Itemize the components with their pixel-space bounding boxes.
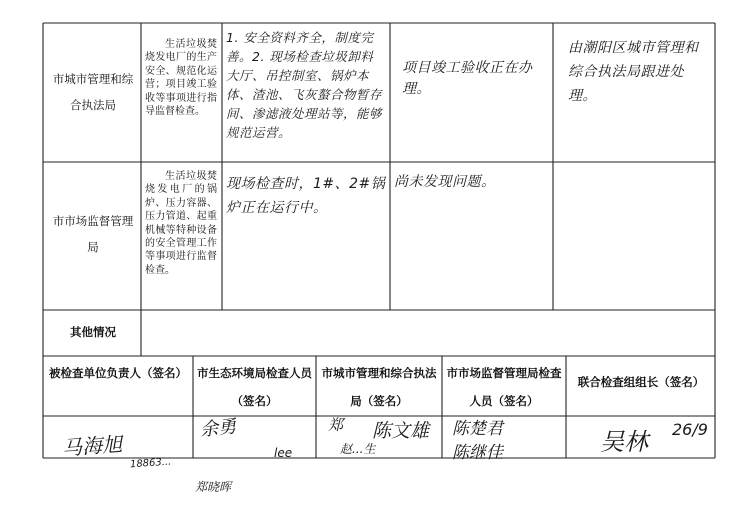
- signature-city-mgmt-2: 陈文雄: [372, 420, 430, 442]
- signature-team-leader-name: 吴林: [600, 428, 648, 456]
- signature-inspected-unit-3: 郑晓晖: [195, 480, 232, 494]
- row2-issues: 尚未发现问题。: [394, 174, 496, 190]
- sig-header-eco-env: 市生态环境局检查人员（签名）: [197, 366, 312, 408]
- sig-header-market-reg: 市市场监督管理局检查人员（签名）: [446, 366, 562, 408]
- signature-team-leader-date: 26/9: [672, 420, 708, 439]
- sig-header-inspected-unit: 被检查单位负责人（签名）: [49, 366, 187, 380]
- sig-header-city-mgmt: 市城市管理和综合执法局（签名）: [321, 366, 437, 408]
- row1-findings: 1. 安全资料齐全，制度完善。2. 现场检查垃圾卸料大厅、吊控制室、锅炉本体、渣池、飞灰螯合物暂存间、渗滤液处理站等，能够规范运营。: [226, 30, 383, 140]
- signature-eco-env-2: lee: [274, 446, 293, 460]
- row1-organization: 市城市管理和综合执法局: [52, 72, 134, 112]
- signature-eco-env-1: 余勇: [199, 416, 238, 441]
- sig-header-team-leader: 联合检查组组长（签名）: [577, 375, 705, 389]
- other-label: 其他情况: [70, 325, 116, 339]
- row2-scope: 生活垃圾焚烧发电厂的锅炉、压力容器、压力管道、起重机械等特种设备的安全管理工作等事项进行监督检查。: [145, 171, 217, 276]
- signature-inspected-unit-2: 18863...: [129, 456, 172, 471]
- signature-city-mgmt-3: 赵...生: [340, 442, 376, 456]
- signature-inspected-unit-1: 马海旭: [61, 431, 123, 461]
- row2-organization: 市市场监督管理局: [52, 214, 134, 254]
- row1-issues: 项目竣工验收正在办理。: [402, 60, 533, 97]
- signature-market-reg-1: 陈楚君: [452, 419, 503, 439]
- row1-rectification: 由潮阳区城市管理和综合执法局跟进处理。: [568, 40, 699, 104]
- signature-city-mgmt-1: 郑: [328, 416, 344, 434]
- signature-market-reg-2: 陈继佳: [452, 443, 503, 463]
- row2-findings: 现场检查时，1#、2#锅炉正在运行中。: [226, 176, 386, 216]
- row1-scope: 生活垃圾焚烧发电厂的生产安全、规范化运营；项目竣工验收等事项进行指导监督检查。: [145, 39, 217, 118]
